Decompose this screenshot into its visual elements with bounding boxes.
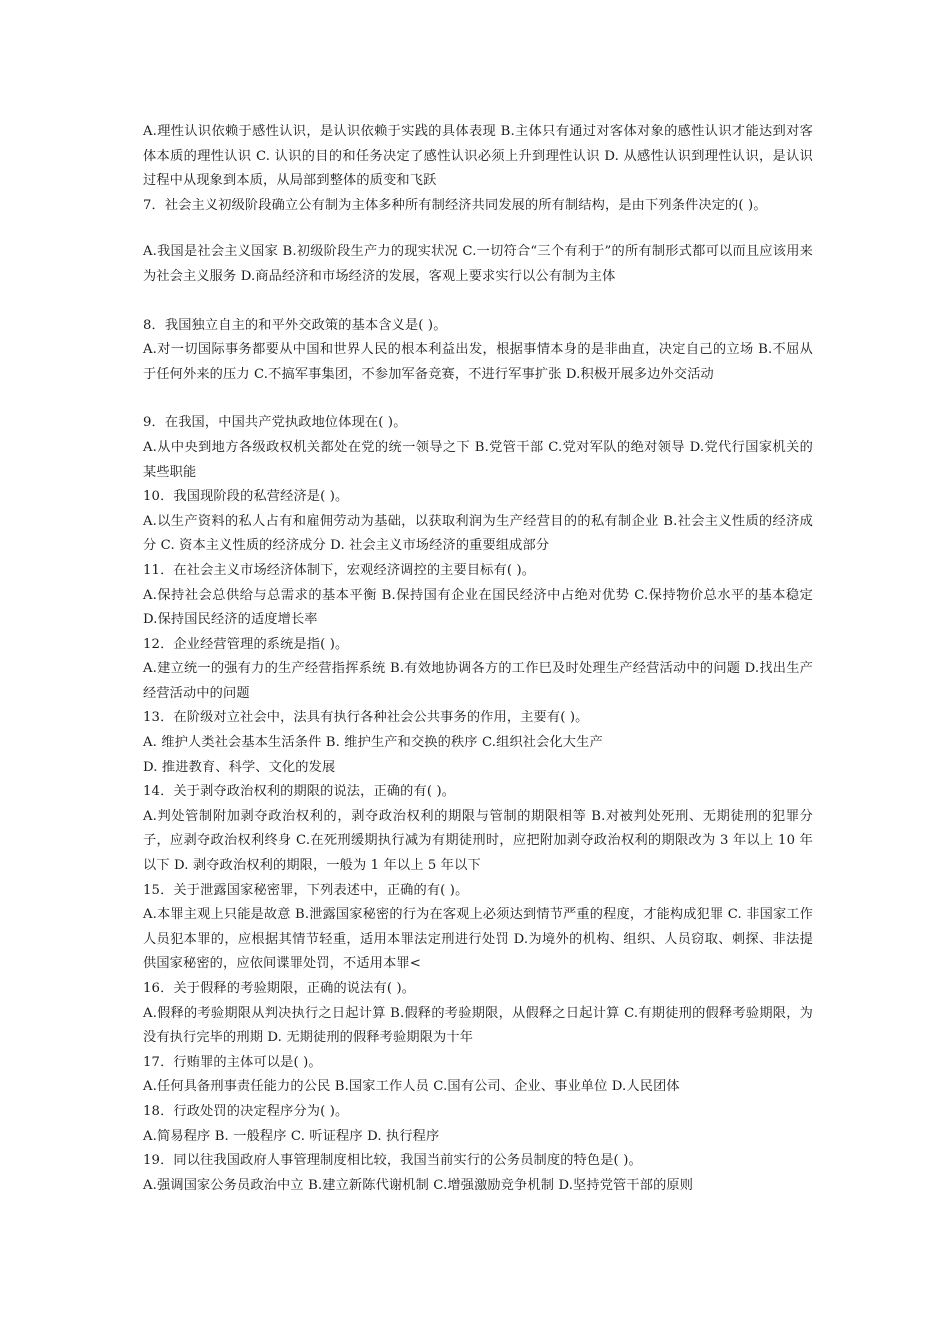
question-16: 16．关于假释的考验期限，正确的说法有( )。 — [143, 981, 416, 996]
question-15: 15．关于泄露国家秘密罪，下列表述中，正确的有( )。 — [143, 882, 469, 898]
question-7: 7．社会主义初级阶段确立公有制为主体多种所有制经济共同发展的所有制结构，是由下列条件决定的( )。 — [143, 197, 767, 213]
answer-options-14: A.判处管制附加剥夺政治权利的，剥夺政治权利的期限与管制的期限相等 B.对被判处死刑、无期徒刑的犯罪分子，应剥夺政治权利终身 C.在死刑缓期执行减为有期徒刑时，应把附加剥夺政治权利的期限改为 3 年以上 10 年以下 D. 剥夺政治权利的期限，一般为 1 年以上 5 年以下 — [143, 808, 813, 874]
answer-options-6: A.理性认识依赖于感性认识，是认识依赖于实践的具体表现 B.主体只有通过对客体对象的感性认识才能达到对客体本质的理性认识 C. 认识的目的和任务决定了感性认识必须上升到理性认识 D. 从感性认识到理性认识，是认识过程中从现象到本质，从局部到整体的质变和飞跃 — [143, 124, 813, 189]
answer-options-15: A.本罪主观上只能是故意 B.泄露国家秘密的行为在客观上必须达到情节严重的程度，才能构成犯罪 C. 非国家工作人员犯本罪的，应根据其情节轻重，适用本罪法定刑进行处罚 D.为境外的机构、组织、人员窃取、刺探、非法提供国家秘密的，应依间谍罪处罚，不适用本罪< — [143, 907, 813, 972]
question-9: 9．在我国，中国共产党执政地位体现在( )。 — [143, 415, 407, 431]
question-12: 12．企业经营管理的系统是指( )。 — [143, 636, 349, 652]
question-11: 11．在社会主义市场经济体制下，宏观经济调控的主要目标有( )。 — [143, 562, 536, 578]
answer-options-9: A.从中央到地方各级政权机关都处在党的统一领导之下 B.党管干部 C.党对军队的绝对领导 D.党代行国家机关的某些职能 — [143, 439, 813, 480]
question-10: 10．我国现阶段的私营经济是( )。 — [143, 489, 349, 505]
answer-options-7: A.我国是社会主义国家 B.初级阶段生产力的现实状况 C.一切符合“三个有利于”的所有制形式都可以而且应该用来为社会主义服务 D.商品经济和市场经济的发展，客观上要求实行以公有制为主体 — [143, 244, 813, 284]
question-13: 13．在阶级对立社会中，法具有执行各种社会公共事务的作用，主要有( )。 — [143, 710, 589, 726]
answer-options-16: A.假释的考验期限从判决执行之日起计算 B.假释的考验期限，从假释之日起计算 C.有期徒刑的假释考验期限，为没有执行完毕的刑期 D. 无期徒刑的假释考验期限为十年 — [143, 1005, 813, 1046]
answer-options-18: A.简易程序 B. 一般程序 C. 听证程序 D. 执行程序 — [143, 1128, 440, 1144]
document-page — [143, 120, 813, 1198]
answer-options-19: A.强调国家公务员政治中立 B.建立新陈代谢机制 C.增强激励竞争机制 D.坚持党管干部的原则 — [143, 1177, 694, 1193]
question-18: 18．行政处罚的决定程序分为( )。 — [143, 1103, 349, 1119]
answer-options-12: A.建立统一的强有力的生产经营指挥系统 B.有效地协调各方的工作巳及时处理生产经营活动中的问题 D.找出生产经营活动中的问题 — [143, 661, 813, 701]
question-14: 14．关于剥夺政治权利的期限的说法，正确的有( )。 — [143, 784, 456, 800]
answer-options-13a: A. 维护人类社会基本生活条件 B. 维护生产和交换的秩序 C.组织社会化大生产 — [143, 735, 603, 751]
answer-options-13b: D. 推进教育、科学、文化的发展 — [143, 759, 336, 775]
question-19: 19．同以往我国政府人事管理制度相比较，我国当前实行的公务员制度的特色是( )。 — [143, 1153, 642, 1169]
answer-options-11: A.保持社会总供给与总需求的基本平衡 B.保持国有企业在国民经济中占绝对优势 C.保持物价总水平的基本稳定 D.保持国民经济的适度增长率 — [143, 587, 813, 628]
answer-options-10: A.以生产资料的私人占有和雇佣劳动为基础，以获取利润为生产经营目的的私有制企业 B.社会主义性质的经济成分 C. 资本主义性质的经济成分 D. 社会主义市场经济的重要组成部分 — [143, 513, 813, 554]
question-8: 8．我国独立自主的和平外交政策的基本含义是( )。 — [143, 317, 447, 333]
question-17: 17．行贿罪的主体可以是( )。 — [143, 1054, 322, 1070]
answer-options-17: A.任何具备刑事责任能力的公民 B.国家工作人员 C.国有公司、企业、事业单位 D.人民团体 — [143, 1079, 680, 1095]
answer-options-8: A.对一切国际事务都要从中国和世界人民的根本利益出发，根据事情本身的是非曲直，决定自己的立场 B.不屈从于任何外来的压力 C.不搞军事集团，不参加军备竞赛，不进行军事扩张 D.积极开展多边外交活动 — [143, 342, 813, 382]
